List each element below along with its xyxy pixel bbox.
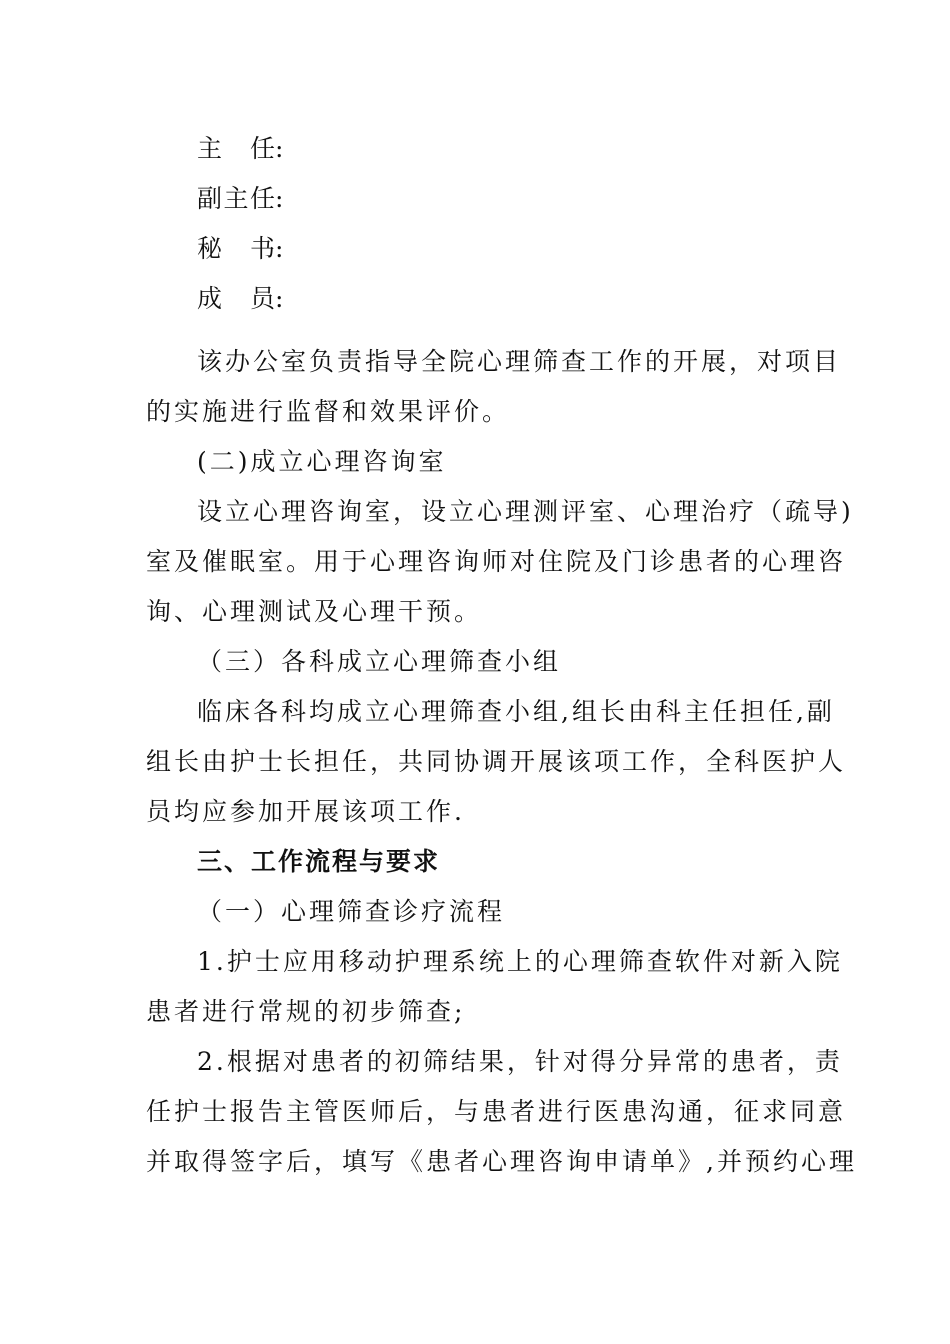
- step-2-cont: 任护士报告主管医师后，与患者进行医患沟通，征求同意: [146, 1097, 847, 1126]
- paragraph-counseling-room: 设立心理咨询室，设立心理测评室、心理治疗（疏导): [197, 497, 854, 526]
- chapter-heading-workflow: 三、工作流程与要求: [197, 847, 441, 876]
- step-1: 1.护士应用移动护理系统上的心理筛查软件对新入院: [197, 947, 843, 976]
- role-colon: :: [275, 234, 284, 263]
- roster-secretary: [197, 234, 806, 264]
- role-label: 秘书: [197, 234, 275, 263]
- step-2: 2.根据对患者的初筛结果，针对得分异常的患者，责: [197, 1047, 843, 1076]
- role-label: 副主任: [197, 184, 275, 213]
- roster-members: [197, 284, 806, 314]
- role-colon: :: [275, 134, 284, 163]
- step-1-cont: 患者进行常规的初步筛查;: [146, 997, 466, 1026]
- paragraph-screening-groups-cont: 组长由护士长担任，共同协调开展该项工作，全科医护人: [146, 747, 847, 776]
- role-colon: :: [275, 284, 284, 313]
- paragraph-office-duty-cont: 的实施进行监督和效果评价。: [146, 397, 511, 426]
- paragraph-screening-groups-cont: 员均应参加开展该项工作.: [146, 797, 465, 826]
- section-heading-screening-groups: （三）各科成立心理筛查小组: [197, 647, 562, 676]
- paragraph-office-duty: 该办公室负责指导全院心理筛查工作的开展，对项目: [197, 347, 842, 376]
- roster-director: [197, 134, 806, 164]
- roster-deputy-director: [197, 184, 806, 214]
- role-colon: :: [275, 184, 284, 213]
- section-heading-counseling-room: (二)成立心理咨询室: [197, 447, 447, 476]
- paragraph-counseling-room-cont: 询、心理测试及心理干预。: [146, 597, 483, 626]
- paragraph-counseling-room-cont: 室及催眠室。用于心理咨询师对住院及门诊患者的心理咨: [146, 547, 847, 576]
- step-2-cont: 并取得签字后，填写《患者心理咨询申请单》,并预约心理: [146, 1147, 857, 1176]
- role-label: 成员: [197, 284, 275, 313]
- role-label: 主任: [197, 134, 275, 163]
- paragraph-screening-groups: 临床各科均成立心理筛查小组,组长由科主任担任,副: [197, 697, 835, 726]
- section-heading-screening-flow: （一）心理筛查诊疗流程: [197, 897, 506, 926]
